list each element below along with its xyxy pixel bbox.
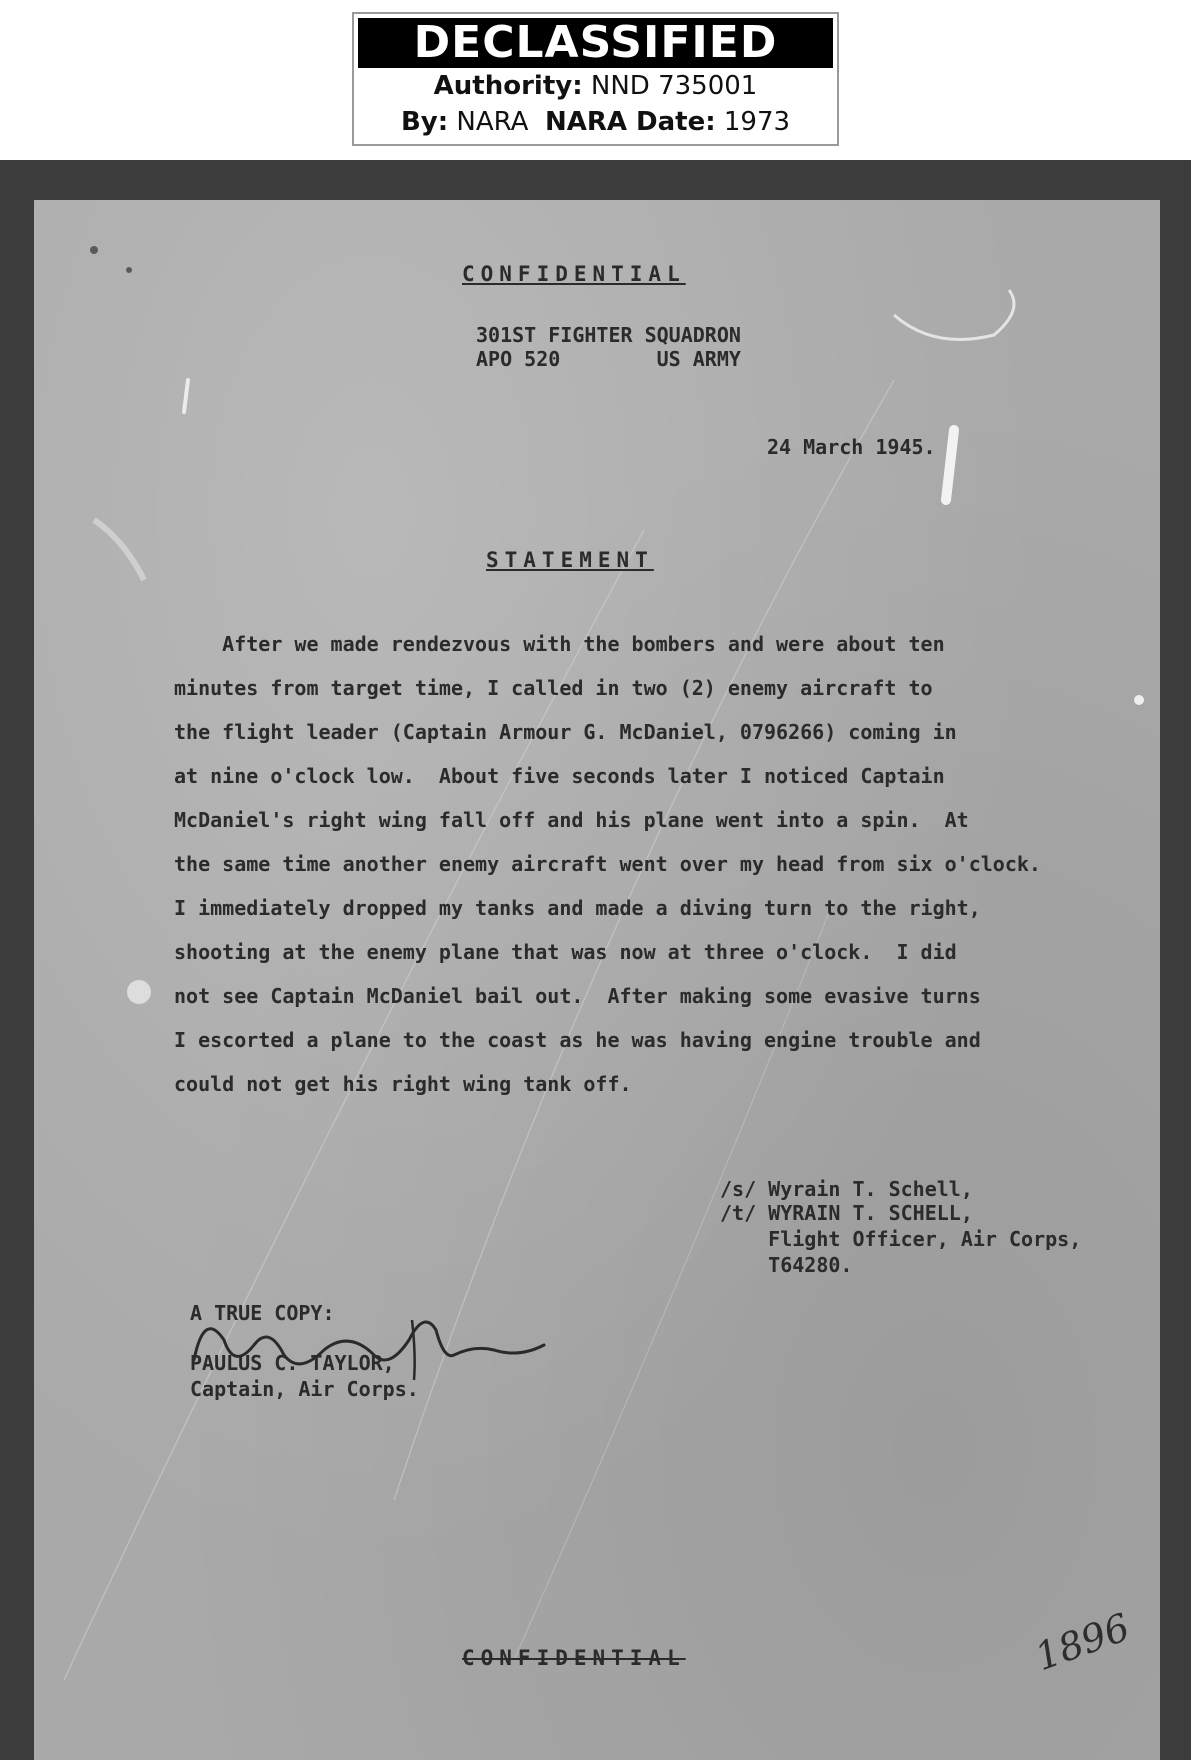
stamp-by-value: NARA	[456, 107, 529, 137]
declassification-stamp	[352, 12, 839, 146]
body-line: minutes from target time, I called in two (2) enemy aircraft to	[174, 676, 933, 700]
document-paper	[34, 200, 1160, 1760]
stamp-authority-label: Authority:	[433, 71, 583, 101]
stamp-authority-value: NND 735001	[590, 71, 758, 101]
body-line: I escorted a plane to the coast as he was having engine trouble and	[174, 1028, 981, 1052]
classification-top: CONFIDENTIAL	[462, 262, 686, 286]
stamp-date-value: 1973	[723, 107, 791, 137]
body-line: not see Captain McDaniel bail out. After making some evasive turns	[174, 984, 981, 1008]
body-line: the flight leader (Captain Armour G. McDaniel, 0796266) coming in	[174, 720, 957, 744]
scan-artifacts	[34, 200, 1160, 1760]
signature-line: T64280.	[720, 1253, 853, 1277]
body-line: the same time another enemy aircraft went over my head from six o'clock.	[174, 852, 1041, 876]
stamp-title: DECLASSIFIED	[358, 18, 833, 68]
stamp-authority-line	[354, 68, 837, 104]
statement-heading: STATEMENT	[486, 548, 654, 572]
stamp-by-line	[354, 104, 837, 140]
stamp-date-label: NARA Date:	[544, 107, 716, 137]
classification-bottom: CONFIDENTIAL	[462, 1646, 686, 1670]
signature-line: Flight Officer, Air Corps,	[720, 1227, 1082, 1251]
signature-line: /t/ WYRAIN T. SCHELL,	[720, 1201, 973, 1225]
body-line: I immediately dropped my tanks and made a diving turn to the right,	[174, 896, 981, 920]
body-line: at nine o'clock low. About five seconds later I noticed Captain	[174, 764, 945, 788]
handwritten-page-number: 1896	[1029, 1604, 1136, 1680]
body-line: shooting at the enemy plane that was now at three o'clock. I did	[174, 940, 957, 964]
stamp-by-label: By:	[400, 107, 449, 137]
certifier-title: Captain, Air Corps.	[190, 1377, 419, 1401]
signature-line: /s/ Wyrain T. Schell,	[720, 1177, 973, 1201]
document-date: 24 March 1945.	[767, 435, 936, 459]
body-line: McDaniel's right wing fall off and his plane went into a spin. At	[174, 808, 969, 832]
true-copy-label: A TRUE COPY:	[190, 1301, 335, 1325]
unit-line-2: APO 520 US ARMY	[476, 347, 741, 371]
certifier-name: PAULUS C. TAYLOR,	[190, 1351, 395, 1375]
scanned-page-frame	[0, 160, 1191, 1760]
unit-line-1: 301ST FIGHTER SQUADRON	[476, 323, 741, 347]
body-line: After we made rendezvous with the bombers and were about ten	[174, 632, 945, 656]
body-line: could not get his right wing tank off.	[174, 1072, 632, 1096]
